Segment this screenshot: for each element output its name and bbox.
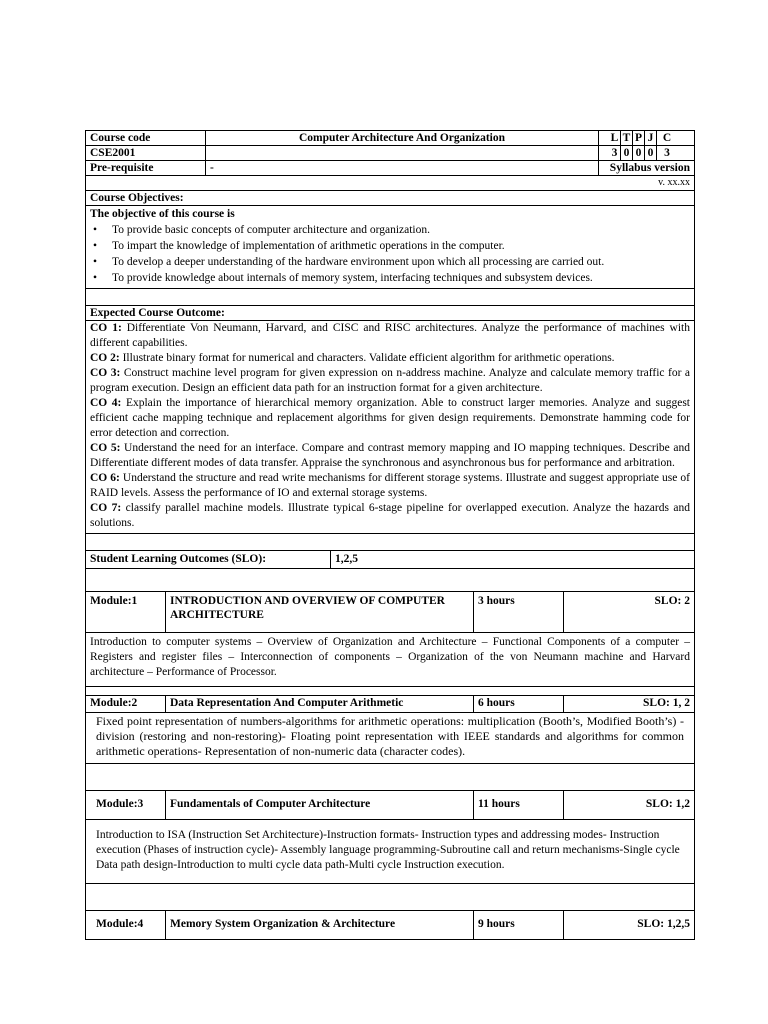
spacer-row [86, 884, 694, 911]
outcome-item: CO 3: Construct machine level program for given expression on n-address machine. Analyze and calculate memory traffic for a program execution. Design an efficient data path for an instruction format for a given architecture. [90, 367, 690, 394]
module-title: INTRODUCTION AND OVERVIEW OF COMPUTER ARCHITECTURE [166, 592, 474, 632]
objectives-title-row [86, 191, 694, 206]
module-slo: SLO: 1,2,5 [637, 918, 690, 930]
objectives-list [90, 222, 690, 286]
objective-item: • To develop a deeper understanding of the hardware environment upon which all processing are carried out. [112, 254, 690, 270]
course-title: Computer Architecture And Organization [206, 131, 599, 145]
module-hours: 11 hours [474, 791, 564, 819]
outcomes-title-row [86, 306, 694, 321]
syllabus-table [85, 130, 695, 940]
objectives-intro: The objective of this course is [90, 208, 235, 220]
slo-label: Student Learning Outcomes (SLO): [86, 551, 331, 568]
ltpjc-value-j: 0 [645, 146, 657, 160]
outcome-item: CO 7: classify parallel machine models. Illustrate typical 6-stage pipeline for overlapped execution. Analyze the hazards and solutions. [90, 502, 690, 529]
outcome-item: CO 5: Understand the need for an interface. Compare and contrast memory mapping and IO mapping techniques. Describe and Differentiate different modes of data transfer. Appraise the synchronous and asynchronous bus for performance and arbitration. [90, 442, 690, 469]
ltpjc-label-l: L [609, 131, 621, 145]
objective-item: • To provide basic concepts of computer architecture and organization. [112, 222, 690, 238]
module-title: Memory System Organization & Architecture [166, 911, 474, 939]
ltpjc-labels [599, 131, 694, 145]
objective-item: • To provide knowledge about internals of memory system, interfacing techniques and subsystem devices. [112, 270, 690, 286]
module-hours: 3 hours [474, 592, 564, 632]
ltpjc-label-c: C [662, 132, 672, 144]
course-title-spacer [206, 146, 599, 160]
slo-row [86, 551, 694, 569]
slo-value: 1,2,5 [335, 553, 358, 565]
spacer-row [86, 687, 694, 696]
module-hours: 6 hours [474, 696, 564, 712]
module-header [86, 791, 694, 820]
module-content: Introduction to computer systems – Overview of Organization and Architecture – Functional Components of a computer – Registers and register files – Interconnection of components – Organization of the von Neumann machine and Harvard architecture – Performance of Processor. [90, 636, 690, 678]
header-row-4 [86, 176, 694, 191]
module-label: Module:3 [86, 791, 166, 819]
ltpjc-value-c: 3 [664, 147, 670, 159]
ltpjc-value-t: 0 [621, 146, 633, 160]
outcome-item: CO 2: Illustrate binary format for numerical and characters. Validate efficient algorithm for arithmetic operations. [90, 352, 615, 364]
module-hours: 9 hours [474, 911, 564, 939]
header-row-3 [86, 161, 694, 176]
outcomes-list [86, 321, 694, 533]
ltpjc-label-p: P [633, 131, 645, 145]
header-row-2 [86, 146, 694, 161]
ltpjc-values [599, 146, 694, 160]
outcomes-title: Expected Course Outcome: [90, 307, 225, 319]
module-slo: SLO: 1, 2 [643, 697, 690, 709]
syllabus-version-label: Syllabus version [609, 162, 690, 174]
course-code-label: Course code [86, 131, 206, 145]
module-content: Fixed point representation of numbers-algorithms for arithmetic operations: multiplication (Booth’s, Modified Booth’s) - division (restoring and non-restoring)- Floating point representation with IEEE standards and algorithms for common arithmetic operations- Representation of non-numeric data (character codes). [96, 714, 684, 758]
outcomes-body [86, 321, 694, 534]
outcome-item: CO 1: Differentiate Von Neumann, Harvard, and CISC and RISC architectures. Analyze the performance of machines with different capabilities. [90, 322, 690, 349]
course-code: CSE2001 [86, 146, 206, 160]
module-content: Introduction to ISA (Instruction Set Architecture)-Instruction formats- Instruction types and addressing modes- Instruction execution (Phases of instruction cycle)- Assembly language programming-Subroutine call and return mechanisms-Single cycle Data path design-Introduction to multi cycle data path-Multi cycle Instruction execution. [96, 829, 680, 871]
module-label: Module:4 [86, 911, 166, 939]
spacer-row [86, 764, 694, 791]
prereq-value: - [206, 161, 599, 175]
objective-item: • To impart the knowledge of implementation of arithmetic operations in the computer. [112, 238, 690, 254]
prereq-label: Pre-requisite [86, 161, 206, 175]
outcome-item: CO 4: Explain the importance of hierarchical memory organization. Able to construct larger memories. Analyze and suggest efficient cache mapping technique and replacement algorithms for given design requirements. Demonstrate hamming code for error detection and correction. [90, 397, 690, 439]
ltpjc-value-l: 3 [609, 146, 621, 160]
module-title: Data Representation And Computer Arithmetic [166, 696, 474, 712]
module-title: Fundamentals of Computer Architecture [166, 791, 474, 819]
ltpjc-label-t: T [621, 131, 633, 145]
spacer-row [86, 569, 694, 592]
module-content-row [86, 633, 694, 687]
module-slo: SLO: 2 [654, 595, 690, 607]
spacer-row [86, 289, 694, 306]
module-slo: SLO: 1,2 [645, 798, 690, 810]
module-header [86, 696, 694, 713]
ltpjc-value-p: 0 [633, 146, 645, 160]
syllabus-version: v. xx.xx [658, 177, 690, 188]
module-content-row [86, 713, 694, 764]
objectives-body [86, 206, 694, 289]
module-header [86, 592, 694, 633]
module-header [86, 911, 694, 939]
spacer-row [86, 534, 694, 551]
module-label: Module:1 [86, 592, 166, 632]
ltpjc-label-j: J [645, 131, 657, 145]
header-row-1 [86, 131, 694, 146]
module-label: Module:2 [86, 696, 166, 712]
module-content-row [86, 820, 694, 884]
outcome-item: CO 6: Understand the structure and read write mechanisms for different storage systems. Illustrate and suggest appropriate use of RAID levels. Assess the performance of IO and external storage systems. [90, 472, 690, 499]
objectives-title: Course Objectives: [90, 192, 184, 204]
